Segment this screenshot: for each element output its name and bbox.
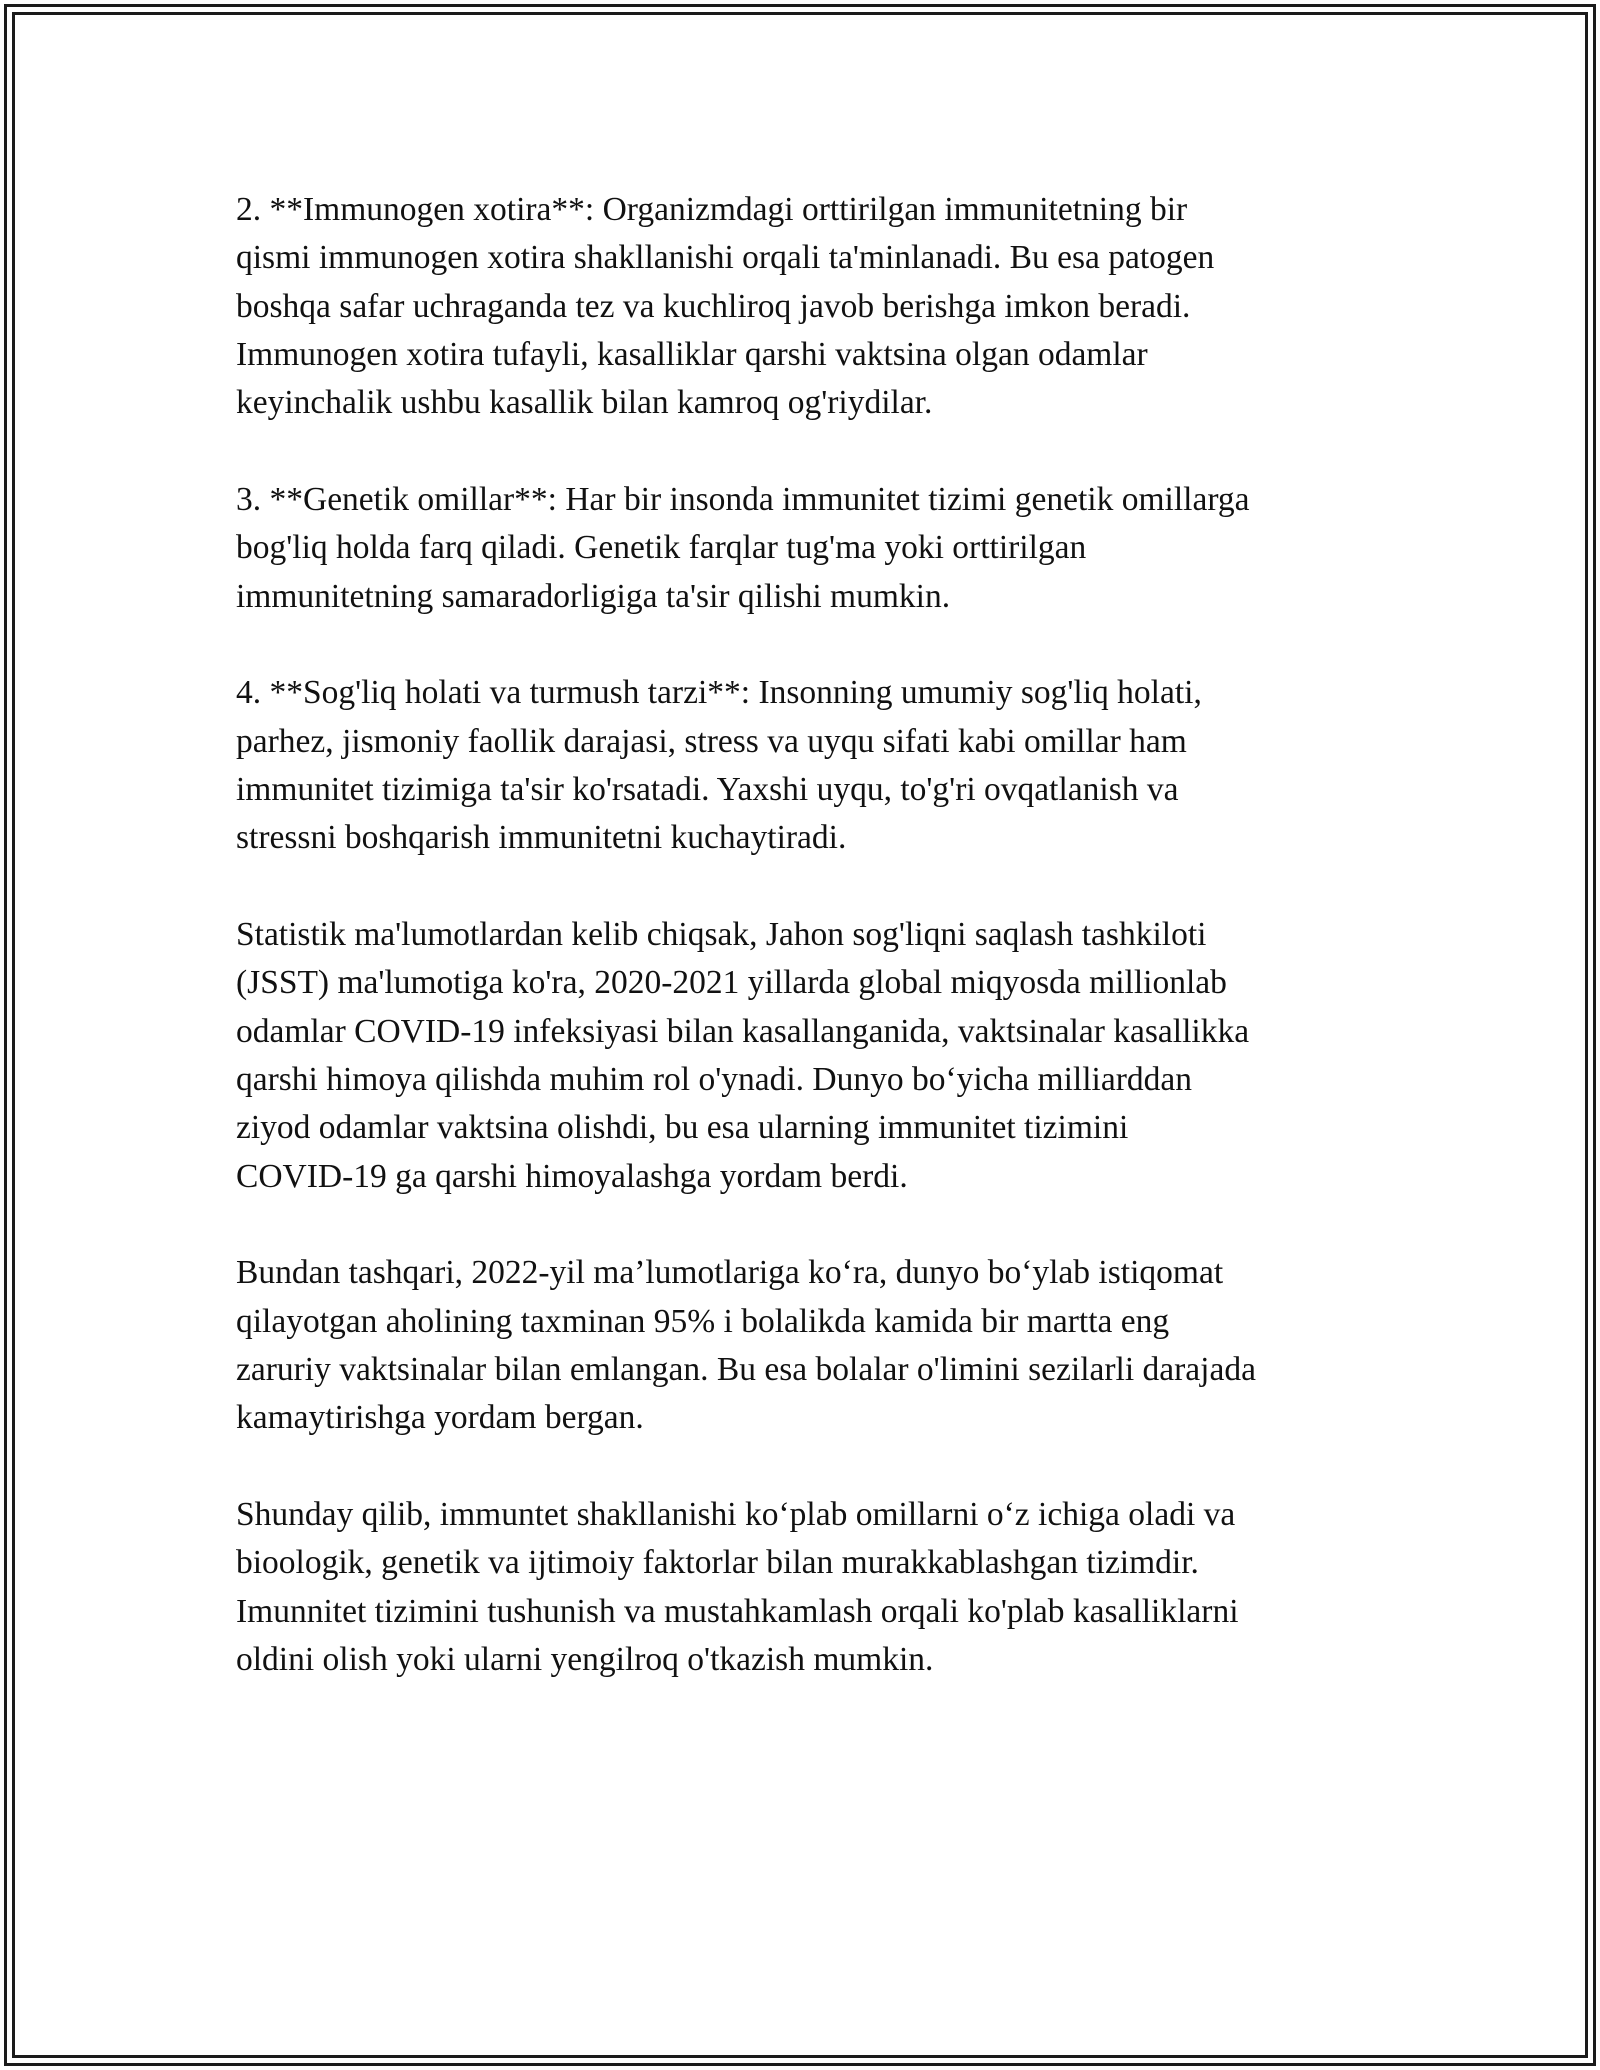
document-body bbox=[236, 186, 1366, 1733]
paragraph-covid-statistics: Statistik ma'lumotlardan kelib chiqsak, Jahon sog'liqni saqlash tashkiloti (JSST) ma'lumotiga ko'ra, 2020-2021 yillarda global miqyosda millionlab odamlar COVID-19 infeksiyasi bilan kasallanganida, vaktsinalar kasallikka qarshi himoya qilishda muhim rol o'ynadi. Dunyo bo‘yicha milliarddan ziyod odamlar vaktsina olishdi, bu esa ularning immunitet tizimini COVID-19 ga qarshi himoyalashga yordam berdi. bbox=[236, 916, 1250, 1195]
paragraph-conclusion: Shunday qilib, immuntet shakllanishi ko‘plab omillarni o‘z ichiga oladi va bioologik, genetik va ijtimoiy faktorlar bilan murakkablashgan tizimdir. Imunnitet tizimini tushunish va mustahkamlash orqali ko'plab kasalliklarni oldini olish yoki ularni yengilroq o'tkazish mumkin. bbox=[236, 1496, 1239, 1678]
paragraph-vaccination-2022: Bundan tashqari, 2022-yil ma’lumotlariga ko‘ra, dunyo bo‘ylab istiqomat qilayotgan aholining taxminan 95% i bolalikda kamida bir martta eng zaruriy vaktsinalar bilan emlangan. Bu esa bolalar o'limini sezilarli darajada kamaytirishga yordam bergan. bbox=[236, 1254, 1256, 1437]
paragraph-genetic-factors: 3. **Genetik omillar**: Har bir insonda immunitet tizimi genetik omillarga bog'liq holda farq qiladi. Genetik farqlar tug'ma yoki orttirilgan immunitetning samaradorligiga ta'sir qilishi mumkin. bbox=[236, 480, 1250, 615]
paragraph-health-lifestyle: 4. **Sog'liq holati va turmush tarzi**: Insonning umumiy sog'liq holati, parhez, jismoniy faollik darajasi, stress va uyqu sifati kabi omillar ham immunitet tizimiga ta'sir ko'rsatadi. Yaxshi uyqu, to'g'ri ovqatlanish va stressni boshqarish immunitetni kuchaytiradi. bbox=[236, 674, 1202, 857]
paragraph-immunogen-memory: 2. **Immunogen xotira**: Organizmdagi orttirilgan immunitetning bir qismi immunogen xotira shakllanishi orqali ta'minlanadi. Bu esa patogen boshqa safar uchraganda tez va kuchliroq javob berishga imkon beradi. Immunogen xotira tufayli, kasalliklar qarshi vaktsina olgan odamlar keyinchalik ushbu kasallik bilan kamroq og'riydilar. bbox=[236, 191, 1215, 422]
